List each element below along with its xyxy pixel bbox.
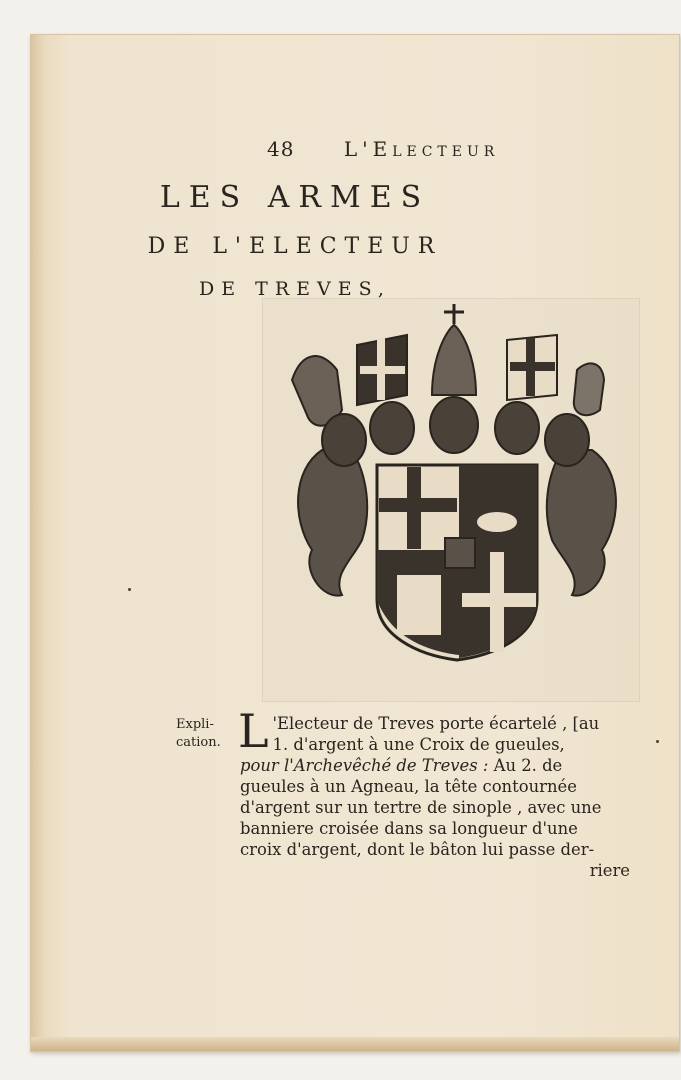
banner-cross-right [507, 335, 557, 400]
griffin-crest [292, 356, 342, 426]
heading-line-1: LES ARMES [159, 180, 431, 215]
ink-speck [128, 588, 131, 591]
helmets [322, 397, 589, 466]
body-line-5: d'argent sur un tertre de sinople , avec une [240, 798, 602, 817]
heading-line-2: DE L'ELECTEUR [147, 234, 443, 259]
body-line-2: 1. d'argent à une Croix de gueules, [272, 735, 565, 754]
body-line-1: 'Electeur de Treves porte écartelé , [au [272, 714, 600, 733]
horse-crest [574, 363, 604, 415]
running-head [267, 137, 499, 161]
margin-note-line-2: cation. [176, 735, 221, 750]
coat-of-arms-illustration [282, 300, 632, 665]
catchword: riere [589, 861, 630, 880]
banner-cross-left [357, 335, 407, 405]
running-title: L'Electeur [343, 137, 500, 161]
body-line-3: Au 2. de [488, 756, 563, 775]
drop-cap: L [238, 704, 269, 758]
mitre-crest [432, 304, 476, 395]
mantling-left [298, 450, 367, 596]
body-text [238, 704, 630, 881]
mantling-right [547, 450, 616, 596]
shield [377, 465, 537, 660]
body-line-7: croix d'argent, dont le bâton lui passe der- [240, 840, 595, 859]
ink-speck [656, 740, 659, 743]
body-line-6: banniere croisée dans sa longueur d'une [240, 819, 578, 838]
margin-note [176, 716, 221, 752]
body-line-4: gueules à un Agneau, la tête contournée [240, 777, 577, 796]
margin-note-line-1: Expli- [176, 717, 214, 732]
heading-line-3: DE TREVES, [199, 278, 391, 300]
body-line-3-italic: pour l'Archevêché de Treves : [240, 756, 489, 775]
page-number: 48 [267, 137, 295, 161]
